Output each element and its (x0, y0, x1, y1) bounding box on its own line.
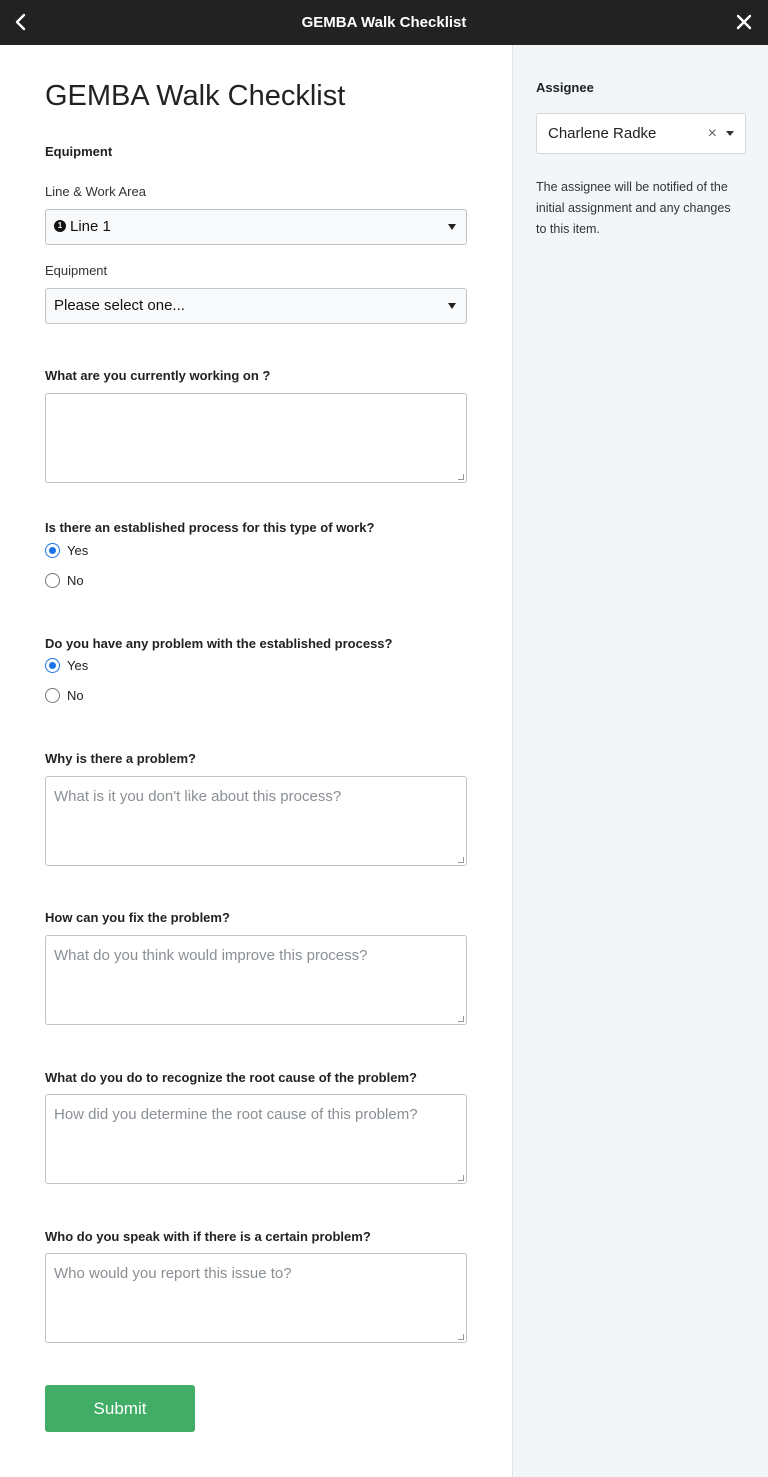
line-number-icon: 1 (54, 220, 66, 232)
root-cause-textarea[interactable] (45, 1094, 467, 1184)
radio-unchecked-icon[interactable] (45, 573, 60, 588)
resize-grip-icon[interactable] (458, 857, 464, 863)
assignee-note: The assignee will be notified of the initial assignment and any changes to this item. (536, 180, 731, 236)
fix-problem-textarea[interactable] (45, 935, 467, 1025)
caret-down-icon[interactable] (726, 131, 734, 136)
top-bar (0, 0, 768, 45)
problem-no-label: No (67, 688, 84, 703)
speak-with-textarea[interactable] (45, 1253, 467, 1343)
problem-yes-label: Yes (67, 658, 89, 673)
window-title: GEMBA Walk Checklist (301, 14, 467, 31)
sidebar-panel (512, 45, 768, 1477)
page-title: GEMBA Walk Checklist (45, 80, 346, 112)
process-question-label: Is there an established process for this type of work? (45, 520, 375, 535)
radio-checked-icon[interactable] (45, 543, 60, 558)
resize-grip-icon[interactable] (458, 474, 464, 480)
why-problem-placeholder: What is it you don't like about this process? (54, 788, 342, 805)
fix-problem-label: How can you fix the problem? (45, 910, 230, 925)
equipment-value: Please select one... (54, 297, 185, 314)
line-area-value: Line 1 (70, 218, 111, 235)
radio-unchecked-icon[interactable] (45, 688, 60, 703)
process-yes-option[interactable] (45, 543, 88, 561)
caret-down-icon (448, 224, 456, 230)
process-no-label: No (67, 573, 84, 588)
line-area-label: Line & Work Area (45, 184, 146, 199)
line-area-select[interactable] (45, 209, 467, 245)
resize-grip-icon[interactable] (458, 1334, 464, 1340)
problem-yes-option[interactable] (45, 658, 88, 676)
root-cause-label: What do you do to recognize the root cause of the problem? (45, 1070, 417, 1085)
speak-with-label: Who do you speak with if there is a certain problem? (45, 1229, 371, 1244)
problem-no-option[interactable] (45, 688, 84, 706)
clear-icon[interactable]: × (707, 125, 717, 142)
radio-checked-icon[interactable] (45, 658, 60, 673)
equipment-label: Equipment (45, 263, 108, 278)
working-on-textarea[interactable] (45, 393, 467, 483)
resize-grip-icon[interactable] (458, 1016, 464, 1022)
assignee-label: Assignee (536, 80, 594, 95)
equipment-section-heading: Equipment (45, 144, 113, 159)
resize-grip-icon[interactable] (458, 1175, 464, 1181)
problem-question-label: Do you have any problem with the established process? (45, 636, 393, 651)
equipment-select[interactable] (45, 288, 467, 324)
caret-down-icon (448, 303, 456, 309)
root-cause-placeholder: How did you determine the root cause of this problem? (54, 1106, 418, 1123)
submit-button[interactable]: Submit (45, 1385, 195, 1432)
process-no-option[interactable] (45, 573, 84, 591)
speak-with-placeholder: Who would you report this issue to? (54, 1265, 292, 1282)
assignee-value: Charlene Radke (548, 125, 657, 142)
why-problem-label: Why is there a problem? (45, 751, 196, 766)
close-icon[interactable] (730, 8, 758, 36)
assignee-select[interactable] (536, 113, 746, 154)
working-on-label: What are you currently working on ? (45, 368, 271, 383)
why-problem-textarea[interactable] (45, 776, 467, 866)
process-yes-label: Yes (67, 543, 89, 558)
fix-problem-placeholder: What do you think would improve this process? (54, 947, 368, 964)
